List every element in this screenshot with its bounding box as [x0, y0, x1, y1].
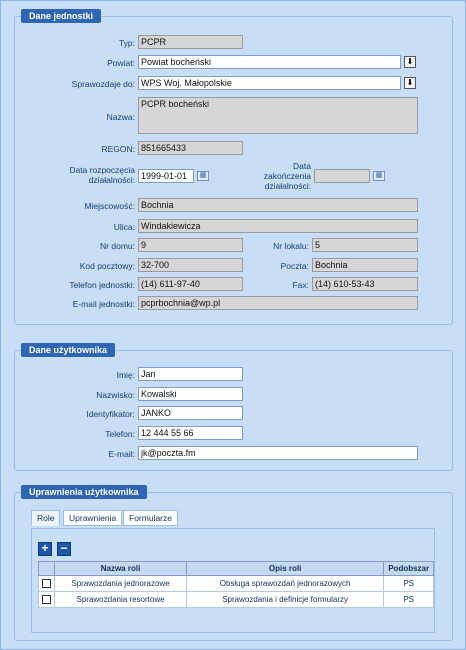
street-label: Ulica:: [113, 222, 135, 232]
roles-table-header: [39, 562, 434, 576]
unit-email-field: pcprbochnia@wp.pl: [138, 296, 418, 310]
name-label: Nazwa:: [106, 112, 135, 122]
unit-email-label: E-mail jednostki:: [72, 299, 135, 309]
role-name-column-header[interactable]: Nazwa roli: [55, 562, 187, 576]
regon-field: 851665433: [138, 141, 243, 155]
end-date-input[interactable]: [314, 169, 370, 183]
table-row[interactable]: [39, 592, 434, 608]
first-name-input[interactable]: Jan: [138, 367, 243, 381]
tab-permissions[interactable]: Uprawnienia: [63, 510, 122, 526]
role-name-cell: Sprawozdania jednorazowe: [55, 576, 187, 592]
subarea-cell: PS: [384, 592, 434, 608]
end-date-label: Data zakończenia działalności:: [263, 161, 311, 191]
start-date-input[interactable]: 1999-01-01: [138, 169, 194, 183]
user-email-label: E-mail:: [108, 449, 135, 459]
role-description-cell: Obsługa sprawozdań jednorazowych: [186, 576, 384, 592]
add-role-icon[interactable]: +: [38, 542, 52, 556]
type-field: PCPR: [138, 35, 243, 49]
subarea-cell: PS: [384, 576, 434, 592]
post-office-label: Poczta:: [280, 261, 309, 271]
reports-to-label: Sprawozdaje do:: [71, 79, 135, 89]
end-date-calendar-icon[interactable]: ▦: [373, 171, 385, 181]
first-name-label: Imię:: [116, 370, 135, 380]
street-field: Windakiewicza: [138, 219, 418, 233]
city-field: Bochnia: [138, 198, 418, 212]
start-date-calendar-icon[interactable]: ▦: [197, 171, 209, 181]
name-textarea[interactable]: PCPR bocheński: [138, 97, 418, 134]
regon-label: REGON:: [101, 144, 135, 154]
reports-to-dropdown-icon[interactable]: ⬇: [404, 77, 416, 89]
city-label: Miejscowość:: [84, 201, 135, 211]
row-checkbox[interactable]: [42, 579, 51, 588]
fax-field: (14) 610-53-43: [312, 277, 418, 291]
row-checkbox[interactable]: [42, 595, 51, 604]
user-data-legend: Dane użytkownika: [21, 343, 115, 357]
role-description-cell: Sprawozdania i definicje formularzy: [186, 592, 384, 608]
postal-code-field: 32-700: [138, 258, 243, 272]
unit-phone-field: (14) 611-97-40: [138, 277, 243, 291]
county-select[interactable]: Powiat bocheński: [138, 55, 401, 69]
unit-phone-label: Telefon jednostki:: [69, 280, 135, 290]
postal-code-label: Kod pocztowy:: [79, 261, 135, 271]
tab-forms[interactable]: Formularze: [123, 510, 178, 526]
select-column-header: [39, 562, 55, 576]
start-date-label: Data rozpoczęcia działalności:: [69, 165, 135, 185]
identifier-label: Identyfikator:: [86, 409, 135, 419]
user-phone-input[interactable]: 12 444 55 66: [138, 426, 243, 440]
post-office-field: Bochnia: [312, 258, 418, 272]
user-phone-label: Telefon:: [105, 429, 135, 439]
unit-data-legend: Dane jednostki: [21, 9, 101, 23]
house-number-field: 9: [138, 238, 243, 252]
permissions-legend: Uprawnienia użytkownika: [21, 485, 147, 499]
remove-role-icon[interactable]: −: [57, 542, 71, 556]
county-label: Powiat:: [107, 58, 135, 68]
reports-to-select[interactable]: WPS Woj. Małopolskie: [138, 76, 401, 90]
subarea-column-header[interactable]: Podobszar: [384, 562, 434, 576]
role-name-cell: Sprawozdania resortowe: [55, 592, 187, 608]
apartment-number-field: 5: [312, 238, 418, 252]
role-description-column-header[interactable]: Opis roli: [186, 562, 384, 576]
tab-roles[interactable]: Role: [31, 510, 60, 526]
roles-table: [38, 561, 434, 608]
house-number-label: Nr domu:: [100, 241, 135, 251]
identifier-input[interactable]: JANKO: [138, 406, 243, 420]
county-dropdown-icon[interactable]: ⬇: [404, 56, 416, 68]
last-name-label: Nazwisko:: [96, 390, 135, 400]
last-name-input[interactable]: Kowalski: [138, 387, 243, 401]
user-email-input[interactable]: jk@poczta.fm: [138, 446, 418, 460]
apartment-number-label: Nr lokalu:: [273, 241, 309, 251]
table-row[interactable]: [39, 576, 434, 592]
fax-label: Fax:: [292, 280, 309, 290]
type-label: Typ:: [118, 38, 135, 48]
